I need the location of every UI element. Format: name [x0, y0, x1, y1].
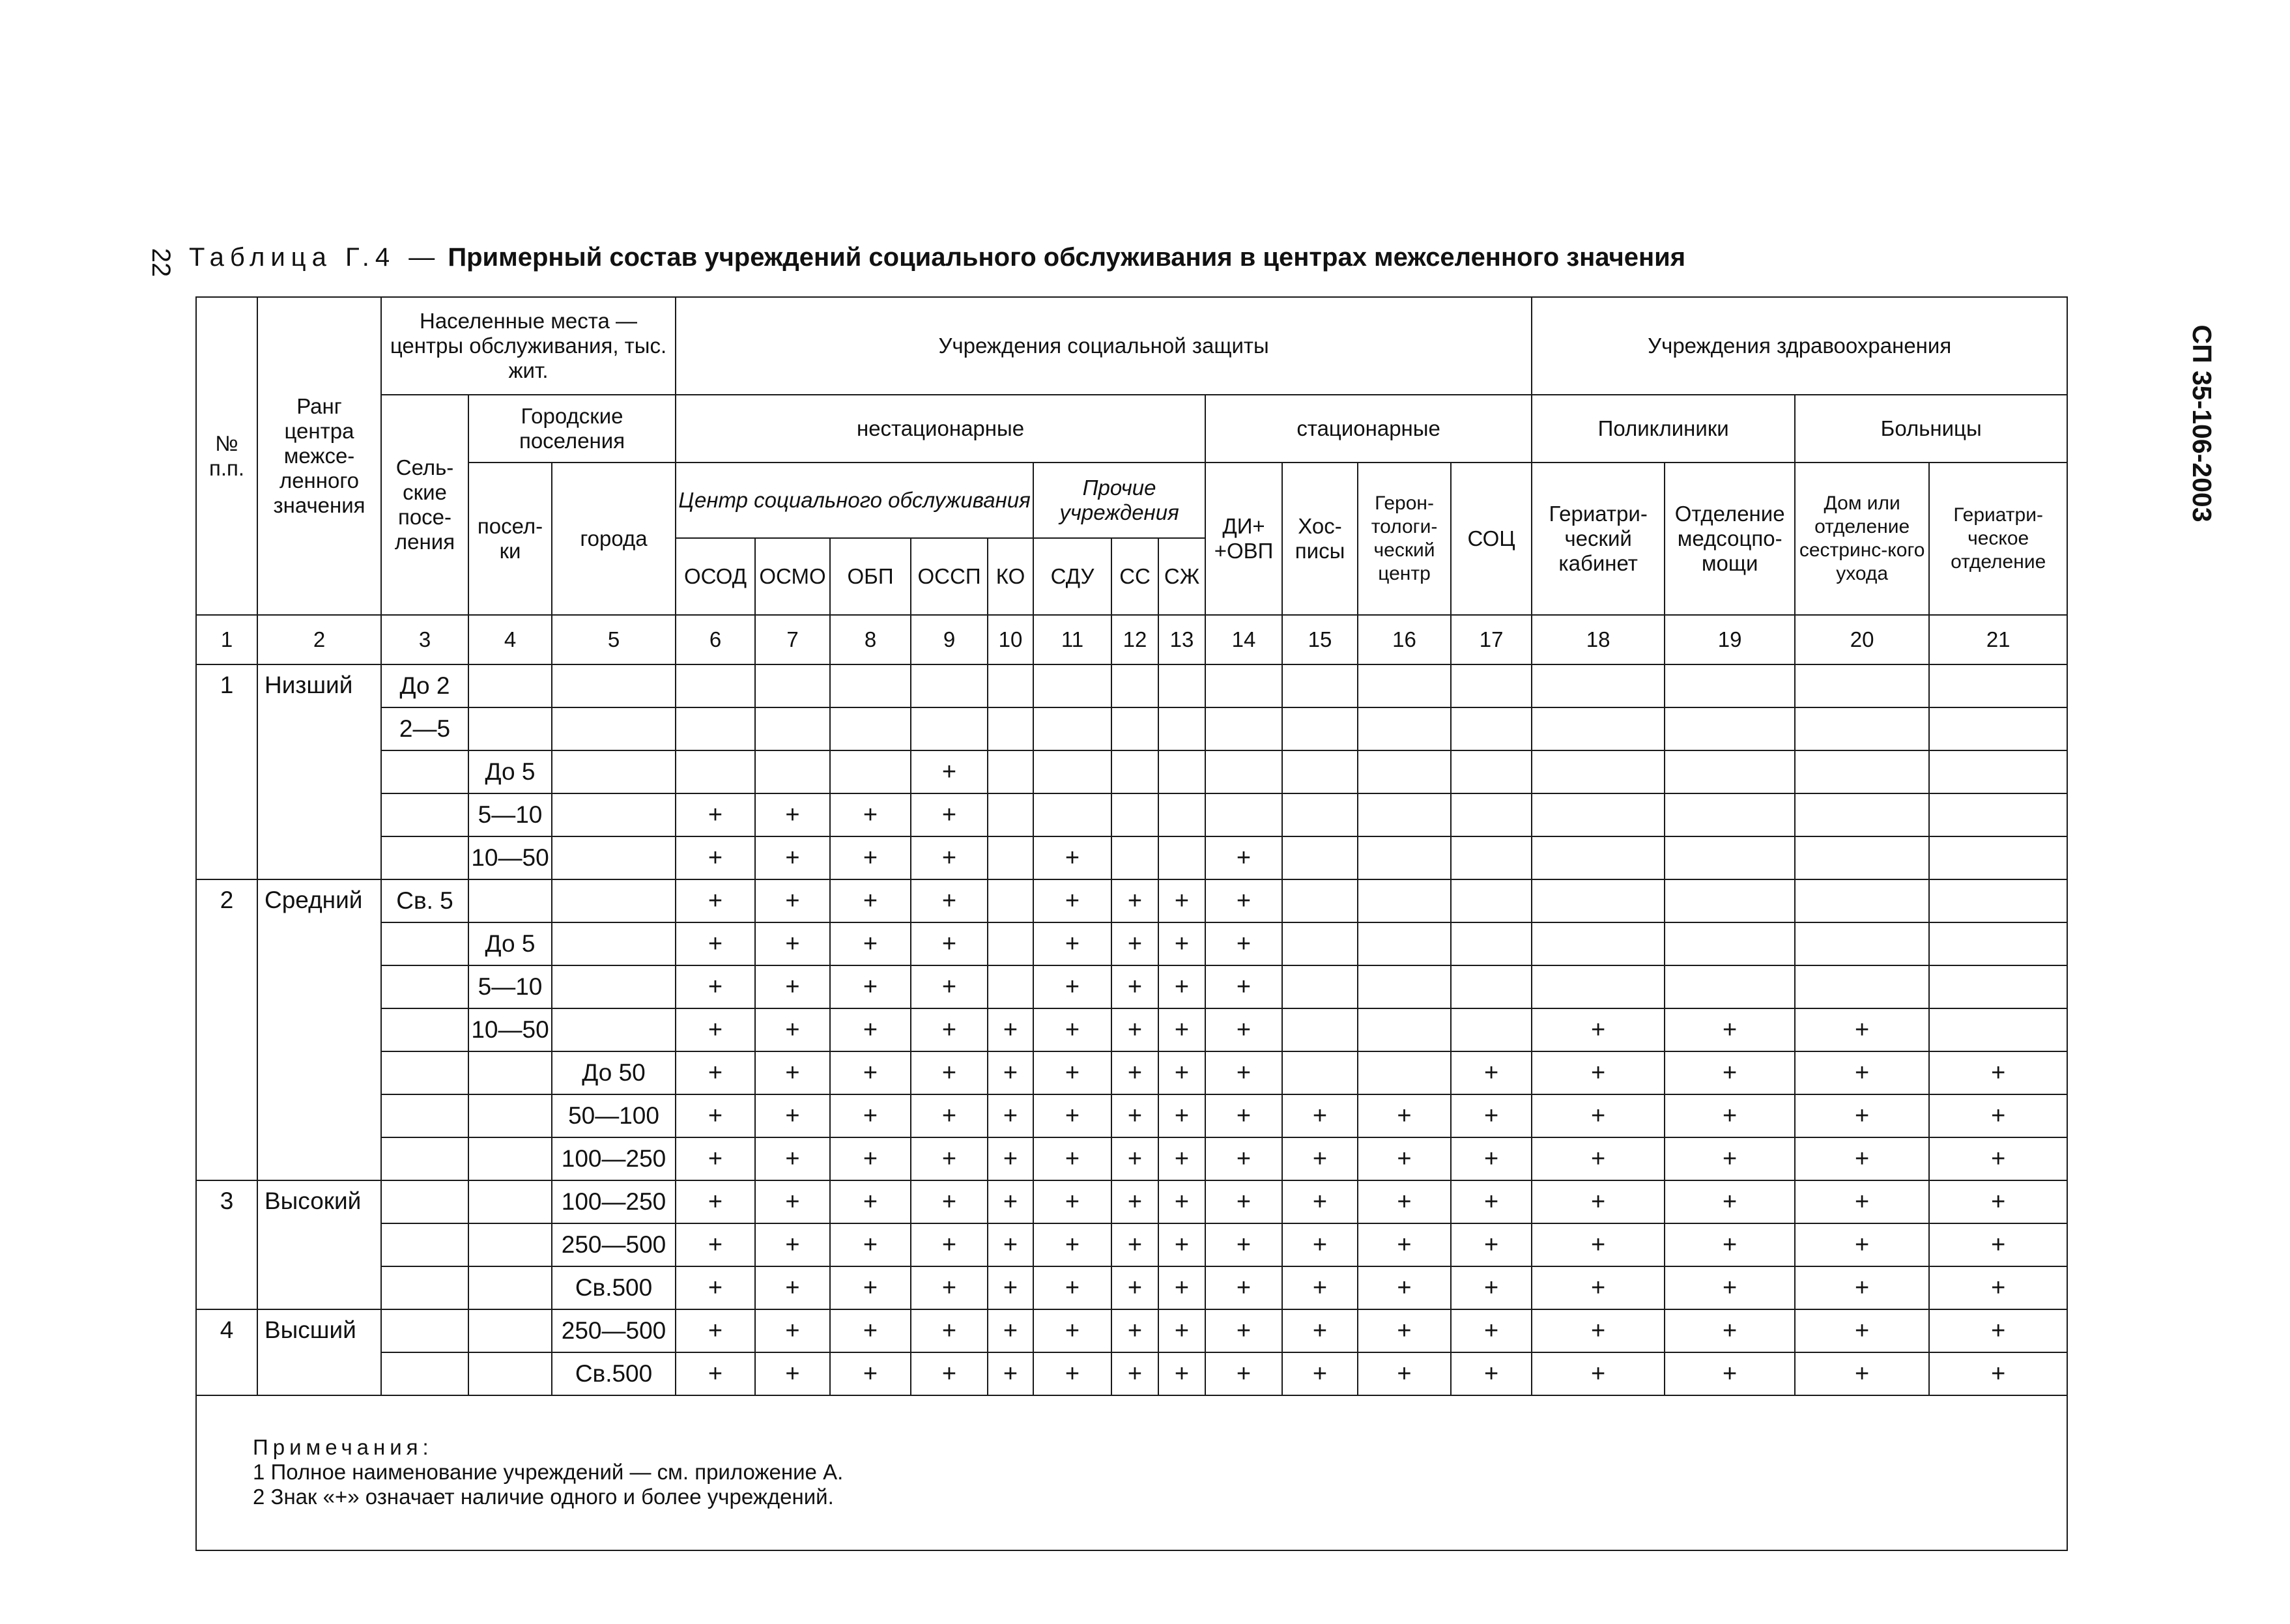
- table-notes: [196, 1395, 2067, 1550]
- presence-mark: +: [1205, 1266, 1282, 1309]
- header-ko: КО: [988, 538, 1033, 615]
- presence-mark: +: [911, 1180, 988, 1223]
- presence-mark: +: [1358, 1094, 1451, 1137]
- presence-mark: +: [1158, 965, 1205, 1008]
- presence-mark: +: [1033, 1008, 1111, 1051]
- rank-name: Высокий: [257, 1180, 381, 1309]
- presence-mark: +: [1282, 1223, 1358, 1266]
- header-hospitals: Больницы: [1795, 395, 2067, 463]
- column-number: 1: [196, 615, 257, 664]
- table-row: [196, 664, 2067, 707]
- header-osp: ОБП: [830, 538, 911, 615]
- presence-mark: +: [1158, 1180, 1205, 1223]
- presence-mark: +: [1795, 1266, 1929, 1309]
- presence-mark: +: [988, 1223, 1033, 1266]
- presence-mark: +: [1205, 1051, 1282, 1094]
- presence-mark: +: [676, 793, 755, 836]
- column-number: 14: [1205, 615, 1282, 664]
- size-cell: 5—10: [468, 793, 552, 836]
- size-cell: 100—250: [552, 1180, 676, 1223]
- presence-mark: +: [676, 1051, 755, 1094]
- presence-mark: +: [1033, 965, 1111, 1008]
- presence-mark: +: [676, 1180, 755, 1223]
- presence-mark: +: [911, 1008, 988, 1051]
- column-number: 4: [468, 615, 552, 664]
- column-number: 11: [1033, 615, 1111, 664]
- header-di-ovp: ДИ+ +ОВП: [1205, 463, 1282, 615]
- presence-mark: +: [1205, 1094, 1282, 1137]
- column-number: 15: [1282, 615, 1358, 664]
- presence-mark: +: [1451, 1223, 1532, 1266]
- presence-mark: +: [988, 1180, 1033, 1223]
- presence-mark: +: [830, 1008, 911, 1051]
- presence-mark: +: [1111, 1309, 1158, 1352]
- presence-mark: +: [1358, 1180, 1451, 1223]
- column-number: 18: [1532, 615, 1665, 664]
- presence-mark: +: [830, 922, 911, 965]
- column-number: 21: [1929, 615, 2067, 664]
- presence-mark: +: [755, 1094, 830, 1137]
- presence-mark: +: [1665, 1137, 1795, 1180]
- note-item: 1 Полное наименование учреждений — см. приложение А.: [253, 1460, 844, 1484]
- presence-mark: +: [1929, 1309, 2067, 1352]
- column-number: 2: [257, 615, 381, 664]
- rank-number: 3: [196, 1180, 257, 1309]
- presence-mark: +: [1158, 922, 1205, 965]
- presence-mark: +: [1665, 1266, 1795, 1309]
- presence-mark: +: [911, 879, 988, 922]
- column-number: 7: [755, 615, 830, 664]
- table-row: [196, 1137, 2067, 1180]
- presence-mark: +: [1205, 1008, 1282, 1051]
- table-row: [196, 793, 2067, 836]
- presence-mark: +: [988, 1309, 1033, 1352]
- table-row: [196, 1223, 2067, 1266]
- presence-mark: +: [1158, 1094, 1205, 1137]
- presence-mark: +: [1532, 1309, 1665, 1352]
- presence-mark: +: [1205, 1309, 1282, 1352]
- page-number: 22: [147, 248, 176, 278]
- presence-mark: +: [676, 1266, 755, 1309]
- presence-mark: +: [1033, 1223, 1111, 1266]
- size-cell: До 50: [552, 1051, 676, 1094]
- table-row: [196, 879, 2067, 922]
- header-nonstationary: нестационарные: [676, 395, 1205, 463]
- column-number: 6: [676, 615, 755, 664]
- presence-mark: +: [1111, 965, 1158, 1008]
- presence-mark: +: [1033, 879, 1111, 922]
- presence-mark: +: [1282, 1094, 1358, 1137]
- presence-mark: +: [988, 1137, 1033, 1180]
- presence-mark: +: [1795, 1309, 1929, 1352]
- presence-mark: +: [1665, 1051, 1795, 1094]
- presence-mark: +: [911, 1352, 988, 1395]
- presence-mark: +: [911, 750, 988, 793]
- presence-mark: +: [1532, 1051, 1665, 1094]
- presence-mark: +: [1795, 1137, 1929, 1180]
- header-no: № п.п.: [196, 297, 257, 615]
- size-cell: Св.500: [552, 1266, 676, 1309]
- presence-mark: +: [676, 836, 755, 879]
- presence-mark: +: [1205, 836, 1282, 879]
- size-cell: 250—500: [552, 1309, 676, 1352]
- presence-mark: +: [988, 1008, 1033, 1051]
- size-cell: 10—50: [468, 1008, 552, 1051]
- header-soc: СОЦ: [1451, 463, 1532, 615]
- header-social-center: Центр социального обслуживания: [676, 463, 1033, 538]
- column-number: 10: [988, 615, 1033, 664]
- presence-mark: +: [1111, 879, 1158, 922]
- presence-mark: +: [1033, 922, 1111, 965]
- presence-mark: +: [1532, 1137, 1665, 1180]
- size-cell: 50—100: [552, 1094, 676, 1137]
- notes-title: Примечания:: [253, 1435, 433, 1459]
- header-hospices: Хос-писы: [1282, 463, 1358, 615]
- presence-mark: +: [676, 1008, 755, 1051]
- presence-mark: +: [1205, 879, 1282, 922]
- presence-mark: +: [1358, 1352, 1451, 1395]
- presence-mark: +: [830, 1266, 911, 1309]
- presence-mark: +: [830, 1094, 911, 1137]
- size-cell: 5—10: [468, 965, 552, 1008]
- presence-mark: +: [1358, 1309, 1451, 1352]
- rank-name: Низший: [257, 664, 381, 879]
- presence-mark: +: [911, 1266, 988, 1309]
- presence-mark: +: [1532, 1266, 1665, 1309]
- table-row: [196, 836, 2067, 879]
- presence-mark: +: [1532, 1008, 1665, 1051]
- presence-mark: +: [830, 1051, 911, 1094]
- header-ossp: ОССП: [911, 538, 988, 615]
- presence-mark: +: [755, 1180, 830, 1223]
- column-number: 3: [381, 615, 468, 664]
- presence-mark: +: [755, 1352, 830, 1395]
- column-number: 12: [1111, 615, 1158, 664]
- size-cell: 100—250: [552, 1137, 676, 1180]
- presence-mark: +: [1451, 1352, 1532, 1395]
- header-urban: Городские поселения: [468, 395, 676, 463]
- caption-label: Таблица Г.4 —: [189, 243, 441, 272]
- presence-mark: +: [1929, 1051, 2067, 1094]
- header-osmo: ОСМО: [755, 538, 830, 615]
- presence-mark: +: [1033, 1137, 1111, 1180]
- column-number: 16: [1358, 615, 1451, 664]
- presence-mark: +: [911, 836, 988, 879]
- presence-mark: +: [1033, 1309, 1111, 1352]
- presence-mark: +: [1451, 1094, 1532, 1137]
- presence-mark: +: [830, 1180, 911, 1223]
- presence-mark: +: [988, 1094, 1033, 1137]
- presence-mark: +: [1033, 1266, 1111, 1309]
- presence-mark: +: [1532, 1094, 1665, 1137]
- presence-mark: +: [1451, 1180, 1532, 1223]
- presence-mark: +: [676, 1309, 755, 1352]
- header-geriatric-cabinet: Гериатри-ческий кабинет: [1532, 463, 1665, 615]
- header-other-institutions: Прочие учреждения: [1033, 463, 1205, 538]
- presence-mark: +: [1929, 1137, 2067, 1180]
- presence-mark: +: [1532, 1180, 1665, 1223]
- presence-mark: +: [1111, 1352, 1158, 1395]
- size-cell: 10—50: [468, 836, 552, 879]
- presence-mark: +: [830, 1352, 911, 1395]
- presence-mark: +: [830, 965, 911, 1008]
- presence-mark: +: [1205, 1180, 1282, 1223]
- column-number-row: [196, 615, 2067, 664]
- presence-mark: +: [1929, 1180, 2067, 1223]
- presence-mark: +: [755, 836, 830, 879]
- presence-mark: +: [1929, 1223, 2067, 1266]
- header-medsoc-department: Отделение медсоцпо-мощи: [1665, 463, 1795, 615]
- presence-mark: +: [676, 1223, 755, 1266]
- header-settlements: Населенные места — центры обслуживания, тыс. жит.: [381, 297, 676, 395]
- presence-mark: +: [830, 836, 911, 879]
- presence-mark: +: [988, 1352, 1033, 1395]
- presence-mark: +: [755, 1051, 830, 1094]
- presence-mark: +: [1451, 1137, 1532, 1180]
- column-number: 17: [1451, 615, 1532, 664]
- presence-mark: +: [755, 793, 830, 836]
- presence-mark: +: [911, 965, 988, 1008]
- rank-number: 4: [196, 1309, 257, 1395]
- presence-mark: +: [1795, 1094, 1929, 1137]
- presence-mark: +: [1665, 1223, 1795, 1266]
- rank-name: Средний: [257, 879, 381, 1180]
- presence-mark: +: [1665, 1352, 1795, 1395]
- presence-mark: +: [830, 1223, 911, 1266]
- presence-mark: +: [1111, 1051, 1158, 1094]
- presence-mark: +: [1111, 922, 1158, 965]
- presence-mark: +: [1158, 1352, 1205, 1395]
- presence-mark: +: [988, 1266, 1033, 1309]
- presence-mark: +: [1665, 1309, 1795, 1352]
- presence-mark: +: [911, 1051, 988, 1094]
- presence-mark: +: [1158, 1008, 1205, 1051]
- presence-mark: +: [911, 1094, 988, 1137]
- presence-mark: +: [755, 1266, 830, 1309]
- size-cell: Св.500: [552, 1352, 676, 1395]
- table-row: [196, 1352, 2067, 1395]
- table-row: [196, 1309, 2067, 1352]
- presence-mark: +: [911, 922, 988, 965]
- presence-mark: +: [676, 965, 755, 1008]
- presence-mark: +: [1111, 1137, 1158, 1180]
- header-social-protection: Учреждения социальной защиты: [676, 297, 1532, 395]
- presence-mark: +: [1282, 1137, 1358, 1180]
- presence-mark: +: [1205, 1137, 1282, 1180]
- note-item: 2 Знак «+» означает наличие одного и более учреждений.: [253, 1485, 834, 1509]
- presence-mark: +: [1451, 1266, 1532, 1309]
- column-number: 19: [1665, 615, 1795, 664]
- presence-mark: +: [1795, 1223, 1929, 1266]
- presence-mark: +: [911, 793, 988, 836]
- presence-mark: +: [676, 879, 755, 922]
- presence-mark: +: [1205, 1223, 1282, 1266]
- presence-mark: +: [1795, 1008, 1929, 1051]
- table-caption: [189, 238, 1685, 277]
- presence-mark: +: [1205, 1352, 1282, 1395]
- header-stationary: стационарные: [1205, 395, 1532, 463]
- presence-mark: +: [1033, 1051, 1111, 1094]
- presence-mark: +: [1033, 1180, 1111, 1223]
- header-cities: города: [552, 463, 676, 615]
- rank-number: 2: [196, 879, 257, 1180]
- presence-mark: +: [755, 1223, 830, 1266]
- presence-mark: +: [1033, 1094, 1111, 1137]
- presence-mark: +: [755, 922, 830, 965]
- table-row: [196, 922, 2067, 965]
- presence-mark: +: [1282, 1352, 1358, 1395]
- column-number: 20: [1795, 615, 1929, 664]
- table-row: [196, 1051, 2067, 1094]
- header-gerontology-center: Герон-тологи-ческий центр: [1358, 463, 1451, 615]
- header-rural: Сель-ские посе-ления: [381, 395, 468, 615]
- presence-mark: +: [830, 793, 911, 836]
- presence-mark: +: [676, 922, 755, 965]
- column-number: 13: [1158, 615, 1205, 664]
- presence-mark: +: [1158, 879, 1205, 922]
- table-row: [196, 1266, 2067, 1309]
- header-polyclinics: Поликлиники: [1532, 395, 1795, 463]
- rank-number: 1: [196, 664, 257, 879]
- size-cell: До 5: [468, 750, 552, 793]
- presence-mark: +: [1111, 1094, 1158, 1137]
- presence-mark: +: [755, 1309, 830, 1352]
- presence-mark: +: [755, 1008, 830, 1051]
- column-number: 9: [911, 615, 988, 664]
- header-geriatric-department: Гериатри-ческое отделение: [1929, 463, 2067, 615]
- header-ss: СС: [1111, 538, 1158, 615]
- presence-mark: +: [1033, 836, 1111, 879]
- size-cell: 2—5: [381, 707, 468, 750]
- presence-mark: +: [1111, 1223, 1158, 1266]
- presence-mark: +: [1111, 1008, 1158, 1051]
- presence-mark: +: [1111, 1266, 1158, 1309]
- size-cell: 250—500: [552, 1223, 676, 1266]
- header-szh: СЖ: [1158, 538, 1205, 615]
- presence-mark: +: [1665, 1180, 1795, 1223]
- presence-mark: +: [911, 1137, 988, 1180]
- header-osod: ОСОД: [676, 538, 755, 615]
- header-rank: Ранг центра межсе-ленного значения: [257, 297, 381, 615]
- presence-mark: +: [1929, 1352, 2067, 1395]
- table-row: [196, 1094, 2067, 1137]
- presence-mark: +: [676, 1352, 755, 1395]
- table-row: [196, 707, 2067, 750]
- presence-mark: +: [830, 879, 911, 922]
- presence-mark: +: [1665, 1094, 1795, 1137]
- presence-mark: +: [1532, 1352, 1665, 1395]
- presence-mark: +: [1929, 1094, 2067, 1137]
- presence-mark: +: [830, 1309, 911, 1352]
- header-sdu: СДУ: [1033, 538, 1111, 615]
- presence-mark: +: [1158, 1223, 1205, 1266]
- presence-mark: +: [1532, 1223, 1665, 1266]
- presence-mark: +: [1282, 1180, 1358, 1223]
- presence-mark: +: [1795, 1051, 1929, 1094]
- presence-mark: +: [1665, 1008, 1795, 1051]
- presence-mark: +: [1158, 1309, 1205, 1352]
- presence-mark: +: [1451, 1051, 1532, 1094]
- presence-mark: +: [1033, 1352, 1111, 1395]
- header-villages: посел-ки: [468, 463, 552, 615]
- presence-mark: +: [1451, 1309, 1532, 1352]
- header-nursing-home: Дом или отделение сестринс-кого ухода: [1795, 463, 1929, 615]
- table-row: [196, 1180, 2067, 1223]
- header-health-care: Учреждения здравоохранения: [1532, 297, 2067, 395]
- presence-mark: +: [1158, 1051, 1205, 1094]
- rank-name: Высший: [257, 1309, 381, 1395]
- presence-mark: +: [911, 1309, 988, 1352]
- size-cell: До 2: [381, 664, 468, 707]
- institutions-table: [195, 296, 2068, 1551]
- table-row: [196, 1008, 2067, 1051]
- presence-mark: +: [1158, 1137, 1205, 1180]
- presence-mark: +: [755, 1137, 830, 1180]
- column-number: 5: [552, 615, 676, 664]
- presence-mark: +: [911, 1223, 988, 1266]
- presence-mark: +: [755, 965, 830, 1008]
- presence-mark: +: [1282, 1309, 1358, 1352]
- presence-mark: +: [1205, 965, 1282, 1008]
- size-cell: До 5: [468, 922, 552, 965]
- column-number: 8: [830, 615, 911, 664]
- presence-mark: +: [830, 1137, 911, 1180]
- presence-mark: +: [1358, 1137, 1451, 1180]
- presence-mark: +: [1358, 1223, 1451, 1266]
- presence-mark: +: [1929, 1266, 2067, 1309]
- document-code: СП 35-106-2003: [2187, 324, 2218, 522]
- presence-mark: +: [1282, 1266, 1358, 1309]
- table-row: [196, 965, 2067, 1008]
- presence-mark: +: [1205, 922, 1282, 965]
- presence-mark: +: [755, 879, 830, 922]
- table-row: [196, 750, 2067, 793]
- caption-title: Примерный состав учреждений социального обслуживания в центрах межселенного значения: [448, 243, 1686, 272]
- size-cell: Св. 5: [381, 879, 468, 922]
- presence-mark: +: [1158, 1266, 1205, 1309]
- presence-mark: +: [1111, 1180, 1158, 1223]
- presence-mark: +: [988, 1051, 1033, 1094]
- presence-mark: +: [676, 1137, 755, 1180]
- presence-mark: +: [676, 1094, 755, 1137]
- presence-mark: +: [1795, 1352, 1929, 1395]
- presence-mark: +: [1358, 1266, 1451, 1309]
- presence-mark: +: [1795, 1180, 1929, 1223]
